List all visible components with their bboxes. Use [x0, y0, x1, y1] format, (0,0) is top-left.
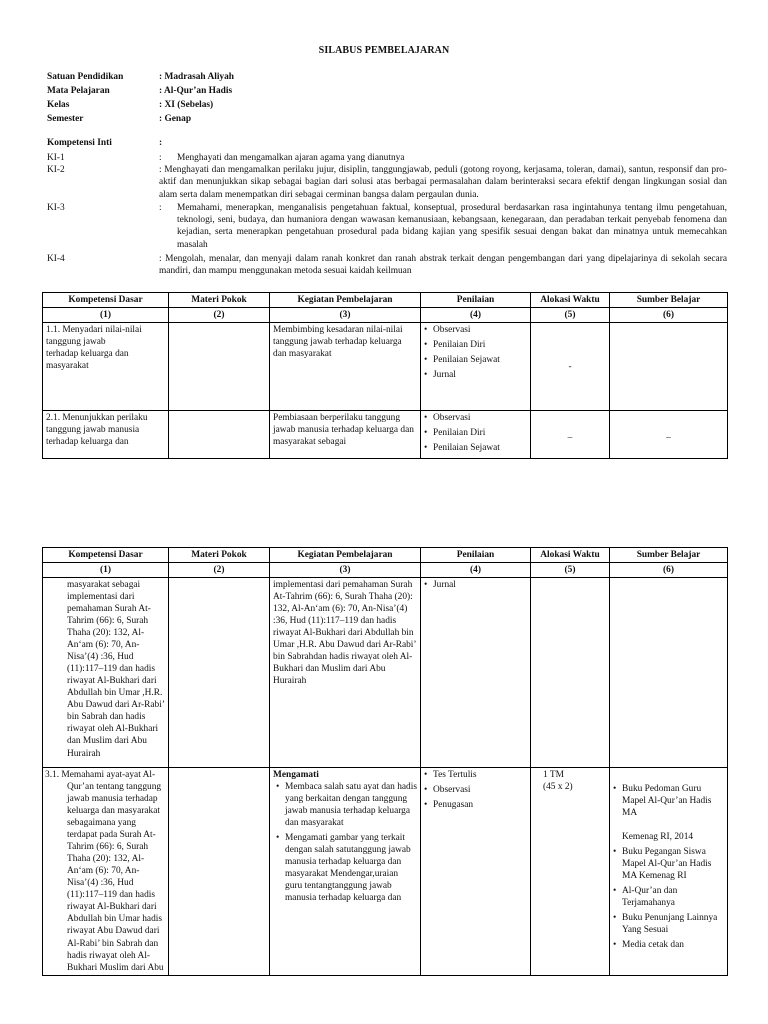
table-number-row — [43, 563, 728, 578]
col-header-alokasi: Alokasi Waktu — [531, 548, 610, 563]
kd-cell: 1.1. Menyadari nilai-nilai tanggung jawab terhadap keluarga dan masyarakat — [43, 323, 169, 411]
col-number: (5) — [531, 563, 610, 578]
table-header-row — [43, 293, 728, 308]
list-item: • Buku Penunjang Lainnya Yang Sesuai — [613, 912, 724, 936]
identity-key: Kelas — [47, 100, 70, 110]
table-header-row — [43, 548, 728, 563]
ki-text: Menghayati dan mengamalkan ajaran agama yang dianutnya — [177, 153, 405, 163]
identity-value: : Genap — [159, 114, 192, 124]
identity-row — [47, 71, 727, 85]
ki-code: KI-4 — [47, 253, 65, 264]
kompetensi-inti-colon: : — [159, 138, 163, 148]
penilaian-cell — [421, 411, 531, 459]
list-item: • Membaca salah satu ayat dan hadis yang berkaitan dengan tanggung jawab manusia terhadap keluarga dan masyarakat — [276, 781, 417, 829]
ki-text: Memahami, menerapkan, menganalisis pengetahuan faktual, konseptual, prosedural berdasarkan rasa ingintahunya tentang ilmu pengetahuan, teknologi, seni, budaya, dan humaniora dengan wawasan kemanusiaan, kebangsaan, kenegaraan, dan peradaban terkait penyebab fenomena dan kejadian, serta menerapkan pengetahuan prosedural pada bidang kajian yang spesifik sesuai dengan bakat dan minatnya untuk memecahkan masalah — [177, 202, 727, 250]
col-number: (6) — [610, 563, 728, 578]
kd-cell: masyarakat sebagai implementasi dari pemahaman Surah At-Tahrim (66): 6, Surah Thaha (20): 132, Al-An‘am (6): 70, An-Nisa’(4) :36, Hud (11):117–119 dan hadis riwayat Al-Bukhari dari Abdullah bin Umar ,H.R. Abu Dawud dari Ar-Rabi’ bin Sabrah dan hadis riwayat oleh Al-Bukhari dan Muslim dari Abu Hurairah — [43, 578, 169, 768]
list-item: • Observasi — [424, 412, 527, 424]
col-header-alokasi: Alokasi Waktu — [531, 293, 610, 308]
penilaian-cell — [421, 768, 531, 976]
list-item: • Penilaian Sejawat — [424, 354, 527, 366]
list-item: • Jurnal — [424, 369, 527, 381]
list-item: • Penugasan — [424, 799, 527, 811]
list-item: • Penilaian Sejawat — [424, 442, 527, 454]
sumber-cell — [610, 578, 728, 768]
col-header-kegiatan: Kegiatan Pembelajaran — [270, 293, 421, 308]
table-row — [43, 768, 728, 976]
penilaian-cell — [421, 578, 531, 768]
identity-row — [47, 85, 727, 99]
materi-cell — [169, 411, 270, 459]
kd-cell: 3.1. Memahami ayat-ayat Al-Qur’an tentang tanggung jawab manusia terhadap keluarga dan masyarakat sebagaimana yang terdapat pada Surah At-Tahrim (66): 6, Surah Thaha (20): 132, Al-An‘am (6): 70, An-Nisa’(4) :36, Hud (11):117–119 dan hadis riwayat Al-Bukhari dari Abdullah bin Umar hadis riwayat Abu Dawud dari Al-Rabi’ bin Sabrah dan hadis riwayat oleh Al-Bukhari Muslim dari Abu — [43, 768, 169, 976]
alokasi-cell: - — [531, 323, 610, 411]
ki-item — [47, 164, 727, 201]
identity-block — [47, 71, 727, 127]
kegiatan-cell — [270, 768, 421, 976]
ki-item — [47, 253, 727, 277]
kd-cell: 2.1. Menunjukkan perilaku tanggung jawab manusia terhadap keluarga dan — [43, 411, 169, 459]
col-number: (2) — [169, 308, 270, 323]
col-header-sumber: Sumber Belajar — [610, 548, 728, 563]
alokasi-cell: 1 TM (45 x 2) — [531, 768, 610, 976]
ki-text: : Menghayati dan mengamalkan perilaku jujur, disiplin, tanggungjawab, peduli (gotong royong, kerjasama, toleran, damai), santun, responsif dan pro-aktif dan menunjukkan sikap sebagai bagian dari solusi atas berbagai permasalahan dalam berinteraksi secara efektif dengan lingkungan sosial dan alam serta dalam menempatkan diri sebagai cerminan bangsa dalam pergaulan dunia. — [159, 165, 727, 200]
col-header-sumber: Sumber Belajar — [610, 293, 728, 308]
kegiatan-cell: Pembiasaan berperilaku tanggung jawab manusia terhadap keluarga dan masyarakat sebagai — [270, 411, 421, 459]
col-number: (2) — [169, 563, 270, 578]
ki-separator: : — [159, 153, 162, 163]
col-number: (4) — [421, 308, 531, 323]
ki-separator: : — [159, 202, 162, 213]
identity-value: : Al-Qur’an Hadis — [159, 86, 233, 96]
identity-key: Mata Pelajaran — [47, 86, 110, 96]
col-number: (3) — [270, 563, 421, 578]
silabus-table-1 — [42, 292, 728, 459]
identity-row — [47, 99, 727, 113]
list-item: • Observasi — [424, 784, 527, 796]
col-number: (1) — [43, 308, 169, 323]
materi-cell — [169, 768, 270, 976]
kegiatan-cell: Membimbing kesadaran nilai-nilai tanggung jawab terhadap keluarga dan masyarakat — [270, 323, 421, 411]
ki-item — [47, 152, 727, 164]
list-item: • Jurnal — [424, 579, 527, 591]
materi-cell — [169, 323, 270, 411]
identity-value: : Madrasah Aliyah — [159, 72, 235, 82]
ki-code: KI-1 — [47, 153, 65, 163]
sumber-cell: _ — [610, 411, 728, 459]
kompetensi-inti-heading-row — [47, 137, 727, 151]
penilaian-list — [424, 412, 527, 454]
penilaian-list — [424, 324, 527, 381]
list-item: • Tes Tertulis — [424, 769, 527, 781]
list-item: • Mengamati gambar yang terkait dengan salah satutanggung jawab manusia terhadap keluarga dan masyarakat Mendengar,uraian guru tentangtanggung jawab manusia terhadap keluarga dan — [276, 832, 417, 904]
penilaian-list — [424, 579, 527, 591]
table-row — [43, 323, 728, 411]
col-number: (4) — [421, 563, 531, 578]
alokasi-cell — [531, 578, 610, 768]
page-title: SILABUS PEMBELAJARAN — [318, 45, 450, 56]
col-number: (6) — [610, 308, 728, 323]
ki-code: KI-2 — [47, 165, 65, 176]
col-header-penilaian: Penilaian — [421, 548, 531, 563]
silabus-table-2 — [42, 547, 728, 976]
col-header-kompetensi-dasar: Kompetensi Dasar — [43, 293, 169, 308]
col-header-kegiatan: Kegiatan Pembelajaran — [270, 548, 421, 563]
col-number: (1) — [43, 563, 169, 578]
kompetensi-inti-heading: Kompetensi Inti — [47, 138, 112, 148]
kegiatan-list — [273, 781, 417, 904]
ki-item — [47, 202, 727, 251]
list-item: • Media cetak dan — [613, 939, 724, 951]
col-header-materi-pokok: Materi Pokok — [169, 293, 270, 308]
materi-cell — [169, 578, 270, 768]
penilaian-list — [424, 769, 527, 811]
list-item: • Buku Pedoman Guru Mapel Al-Qur’an Hadis MA Kemenag RI, 2014 — [613, 783, 724, 843]
table-row — [43, 411, 728, 459]
col-header-kompetensi-dasar: Kompetensi Dasar — [43, 548, 169, 563]
col-header-penilaian: Penilaian — [421, 293, 531, 308]
identity-row — [47, 113, 727, 127]
alokasi-cell: _ — [531, 411, 610, 459]
list-item: • Buku Pegangan Siswa Mapel Al-Qur’an Hadis MA Kemenag RI — [613, 846, 724, 882]
list-item: • Penilaian Diri — [424, 427, 527, 439]
sumber-list — [613, 769, 724, 951]
list-item: • Al-Qur’an dan Terjamahanya — [613, 885, 724, 909]
ki-code: KI-3 — [47, 202, 65, 213]
sumber-cell — [610, 323, 728, 411]
table-row — [43, 578, 728, 768]
sumber-cell — [610, 768, 728, 976]
table-number-row — [43, 308, 728, 323]
kompetensi-inti-block — [47, 137, 727, 277]
list-item: • Observasi — [424, 324, 527, 336]
col-header-materi-pokok: Materi Pokok — [169, 548, 270, 563]
kegiatan-cell: implementasi dari pemahaman Surah At-Tahrim (66): 6, Surah Thaha (20): 132, Al-An‘am (6): 70, An-Nisa’(4) :36, Hud (11):117–119 dan hadis riwayat Al-Bukhari dari Abdullah bin Umar ,H.R. Abu Dawud dari Ar-Rabi’ bin Sabrahdan hadis riwayat oleh Al- Bukhari dan Muslim dari Abu Hurairah — [270, 578, 421, 768]
identity-value: : XI (Sebelas) — [159, 100, 214, 110]
ki-text: : Mengolah, menalar, dan menyaji dalam ranah konkret dan ranah abstrak terkait dengan pengembangan dari yang dipelajarinya di sekolah secara mandiri, dan mampu menggunakan metoda sesuai kaidah keilmuan — [159, 253, 727, 276]
list-item: • Penilaian Diri — [424, 339, 527, 351]
col-number: (3) — [270, 308, 421, 323]
kegiatan-heading: Mengamati — [273, 770, 319, 781]
identity-key: Semester — [47, 114, 84, 124]
col-number: (5) — [531, 308, 610, 323]
identity-key: Satuan Pendidikan — [47, 72, 124, 82]
penilaian-cell — [421, 323, 531, 411]
